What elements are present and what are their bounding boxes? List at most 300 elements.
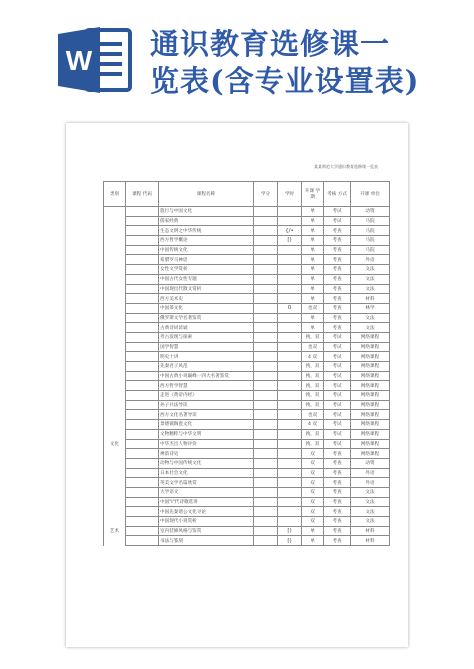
category-cell <box>104 265 126 275</box>
code-cell <box>126 381 159 391</box>
credit-cell <box>254 420 278 430</box>
code-cell <box>126 274 159 284</box>
table-row <box>104 449 390 459</box>
course-name-cell: 西方美术史 <box>159 294 254 304</box>
category-cell <box>104 478 126 488</box>
code-cell <box>126 294 159 304</box>
course-name-cell: 文物精粹与中华文明 <box>159 429 254 439</box>
credit-cell <box>254 245 278 255</box>
table-row <box>104 236 390 246</box>
category-cell <box>104 207 126 217</box>
hours-cell <box>278 429 302 439</box>
table-row <box>104 439 390 449</box>
assessment-cell: 考试 <box>324 420 351 430</box>
hours-cell <box>278 420 302 430</box>
unit-cell: 外语 <box>351 255 390 265</box>
credit-cell <box>254 313 278 323</box>
hours-cell <box>278 352 302 362</box>
category-cell <box>104 517 126 527</box>
hours-cell <box>278 517 302 527</box>
code-cell <box>126 245 159 255</box>
table-row <box>104 332 390 342</box>
credit-cell <box>254 400 278 410</box>
category-cell <box>104 245 126 255</box>
table-row <box>104 303 390 313</box>
header-name: 课程名称 <box>159 182 254 207</box>
hours-cell <box>278 207 302 217</box>
unit-cell: 马院 <box>351 245 390 255</box>
course-name-cell: 中国"I"代诗歌选讲 <box>159 497 254 507</box>
unit-cell: 网络课程 <box>351 420 390 430</box>
assessment-cell: 考查 <box>324 313 351 323</box>
hours-cell: [) <box>278 536 302 546</box>
category-cell <box>104 332 126 342</box>
code-cell <box>126 352 159 362</box>
code-cell <box>126 332 159 342</box>
header-code: 课程 代码 <box>126 182 159 207</box>
credit-cell <box>254 303 278 313</box>
credit-cell <box>254 497 278 507</box>
table-row <box>104 507 390 517</box>
course-name-cell: 孙子兵法导读 <box>159 400 254 410</box>
hours-cell <box>278 391 302 401</box>
code-cell <box>126 429 159 439</box>
table-row <box>104 371 390 381</box>
hours-cell <box>278 294 302 304</box>
term-cell: 双 <box>302 517 324 527</box>
term-cell: 拽，双 <box>302 332 324 342</box>
term-cell: 拽，双 <box>302 362 324 372</box>
unit-cell: 外语 <box>351 468 390 478</box>
credit-cell <box>254 342 278 352</box>
term-cell: 也双 <box>302 410 324 420</box>
term-cell: 拽，双 <box>302 371 324 381</box>
term-cell: 拽，双 <box>302 439 324 449</box>
code-cell <box>126 371 159 381</box>
course-name-cell: 书法与篆刻 <box>159 536 254 546</box>
credit-cell <box>254 517 278 527</box>
table-row <box>104 323 390 333</box>
term-cell: 4 双 <box>302 352 324 362</box>
table-row <box>104 313 390 323</box>
hours-cell: {/• <box>278 226 302 236</box>
term-cell: 4 双 <box>302 420 324 430</box>
assessment-cell: 考试 <box>324 381 351 391</box>
unit-cell: 网络课程 <box>351 449 390 459</box>
category-cell <box>104 468 126 478</box>
category-cell <box>104 313 126 323</box>
assessment-cell: 考查 <box>324 449 351 459</box>
table-row <box>104 391 390 401</box>
code-cell <box>126 342 159 352</box>
assessment-cell: 考查 <box>324 265 351 275</box>
course-name-cell: 室内装修风格与鉴赏 <box>159 526 254 536</box>
assessment-cell: 考查 <box>324 487 351 497</box>
hours-cell <box>278 245 302 255</box>
unit-cell: 文法 <box>351 323 390 333</box>
table-row <box>104 487 390 497</box>
assessment-cell: 考查 <box>324 274 351 284</box>
table-row <box>104 381 390 391</box>
assessment-cell: 考查 <box>324 526 351 536</box>
unit-cell: 网络课程 <box>351 381 390 391</box>
term-cell: 拽，双 <box>302 391 324 401</box>
hours-cell <box>278 313 302 323</box>
course-name-cell: 西方文化名著导读 <box>159 410 254 420</box>
assessment-cell: 考查 <box>324 236 351 246</box>
term-cell: 单 <box>302 265 324 275</box>
credit-cell <box>254 458 278 468</box>
term-cell: 拽，双 <box>302 400 324 410</box>
hours-cell <box>278 255 302 265</box>
category-cell <box>104 420 126 430</box>
table-row <box>104 274 390 284</box>
term-cell: 单 <box>302 284 324 294</box>
credit-cell <box>254 371 278 381</box>
term-cell: 双 <box>302 507 324 517</box>
category-cell <box>104 507 126 517</box>
term-cell: 双 <box>302 458 324 468</box>
credit-cell <box>254 294 278 304</box>
category-label-art: 艺术 <box>104 526 126 536</box>
credit-cell <box>254 526 278 536</box>
unit-cell: 文法 <box>351 274 390 284</box>
course-name-cell: 旅行与中国文化 <box>159 207 254 217</box>
category-cell <box>104 294 126 304</box>
credit-cell <box>254 429 278 439</box>
term-cell: 也双 <box>302 303 324 313</box>
hours-cell <box>278 216 302 226</box>
assessment-cell: 考查 <box>324 226 351 236</box>
code-cell <box>126 497 159 507</box>
document-page <box>66 123 408 647</box>
term-cell: 单 <box>302 323 324 333</box>
header-credit: 学分 <box>254 182 278 207</box>
unit-cell: 动资 <box>351 207 390 217</box>
table-row <box>104 342 390 352</box>
course-name-cell: 动物与中国传统文化 <box>159 458 254 468</box>
table-row <box>104 226 390 236</box>
code-cell <box>126 207 159 217</box>
code-cell <box>126 236 159 246</box>
category-cell <box>104 381 126 391</box>
course-name-cell: 考古发现与探索 <box>159 332 254 342</box>
hours-cell <box>278 507 302 517</box>
header-term: 开课 学期 <box>302 182 324 207</box>
code-cell <box>126 216 159 226</box>
category-label-culture: 文化 <box>104 439 126 449</box>
table-row <box>104 207 390 217</box>
code-cell <box>126 478 159 488</box>
category-cell <box>104 274 126 284</box>
assessment-cell: 考试 <box>324 332 351 342</box>
term-cell: 双 <box>302 497 324 507</box>
course-name-cell: 俄罗斯文学名著鉴赏 <box>159 313 254 323</box>
table-row <box>104 216 390 226</box>
unit-cell: 网络课程 <box>351 429 390 439</box>
term-cell: 双 <box>302 468 324 478</box>
table-row <box>104 526 390 536</box>
assessment-cell: 考查 <box>324 245 351 255</box>
assessment-cell: 考试 <box>324 439 351 449</box>
unit-cell: 材料 <box>351 294 390 304</box>
header <box>0 0 474 110</box>
code-cell <box>126 313 159 323</box>
code-cell <box>126 517 159 527</box>
unit-cell: 动资 <box>351 458 390 468</box>
code-cell <box>126 526 159 536</box>
code-cell <box>126 449 159 459</box>
code-cell <box>126 507 159 517</box>
assessment-cell: 考查 <box>324 255 351 265</box>
course-name-cell: 中国古典小说巅峰一四大名著鉴赏 <box>159 371 254 381</box>
unit-cell: 文法 <box>351 313 390 323</box>
category-cell <box>104 362 126 372</box>
hours-cell <box>278 381 302 391</box>
category-cell <box>104 410 126 420</box>
table-row <box>104 284 390 294</box>
category-cell <box>104 371 126 381</box>
credit-cell <box>254 255 278 265</box>
assessment-cell: 考查 <box>324 478 351 488</box>
course-name-cell: 西方哲学概论 <box>159 236 254 246</box>
term-cell: 单 <box>302 536 324 546</box>
header-hours: 学时 <box>278 182 302 207</box>
course-name-cell: 中国茶文化 <box>159 303 254 313</box>
table-row <box>104 420 390 430</box>
code-cell <box>126 487 159 497</box>
course-name-cell: 中国传统文化 <box>159 245 254 255</box>
course-name-cell: 国学智慧 <box>159 342 254 352</box>
unit-cell: 网络课程 <box>351 332 390 342</box>
term-cell: 双 <box>302 487 324 497</box>
unit-cell: 文法 <box>351 487 390 497</box>
course-name-cell: 女性文学赏析 <box>159 265 254 275</box>
term-cell: 单 <box>302 255 324 265</box>
hours-cell <box>278 497 302 507</box>
hours-cell <box>278 439 302 449</box>
unit-cell: 网络课程 <box>351 400 390 410</box>
term-cell: 单 <box>302 274 324 284</box>
assessment-cell: 考试 <box>324 410 351 420</box>
credit-cell <box>254 284 278 294</box>
course-name-cell: 景德镇陶瓷文化 <box>159 420 254 430</box>
credit-cell <box>254 391 278 401</box>
table-row <box>104 429 390 439</box>
table-header-row <box>104 182 390 207</box>
course-name-cell: 英美文学名篇欣赏 <box>159 478 254 488</box>
category-cell <box>104 216 126 226</box>
code-cell <box>126 400 159 410</box>
credit-cell <box>254 410 278 420</box>
category-cell <box>104 226 126 236</box>
course-name-cell: 西方哲学智慧 <box>159 381 254 391</box>
course-name-cell: 日本社会文化 <box>159 468 254 478</box>
header-unit: 开课 单位 <box>351 182 390 207</box>
unit-cell: 网络课程 <box>351 439 390 449</box>
category-cell <box>104 487 126 497</box>
credit-cell <box>254 207 278 217</box>
course-name-cell: 中华杰出人物评价 <box>159 439 254 449</box>
hours-cell <box>278 362 302 372</box>
table-row <box>104 255 390 265</box>
credit-cell <box>254 468 278 478</box>
credit-cell <box>254 478 278 488</box>
code-cell <box>126 439 159 449</box>
assessment-cell: 考试 <box>324 429 351 439</box>
hours-cell <box>278 265 302 275</box>
credit-cell <box>254 323 278 333</box>
credit-cell <box>254 487 278 497</box>
category-cell <box>104 342 126 352</box>
assessment-cell: 考查 <box>324 468 351 478</box>
code-cell <box>126 391 159 401</box>
code-cell <box>126 323 159 333</box>
category-cell <box>104 429 126 439</box>
unit-cell: 网络课程 <box>351 352 390 362</box>
course-name-cell: 禅韵诗史 <box>159 449 254 459</box>
course-table <box>103 181 390 546</box>
term-cell: 单 <box>302 216 324 226</box>
credit-cell <box>254 265 278 275</box>
term-cell: 单 <box>302 313 324 323</box>
unit-cell: 外语 <box>351 478 390 488</box>
assessment-cell: 考试 <box>324 207 351 217</box>
assessment-cell: 考查 <box>324 536 351 546</box>
assessment-cell: 考查 <box>324 507 351 517</box>
term-cell: 双 <box>302 449 324 459</box>
assessment-cell: 考试 <box>324 371 351 381</box>
category-cell <box>104 284 126 294</box>
svg-text:W: W <box>65 45 93 76</box>
course-name-cell: 中国现代小说赏析 <box>159 517 254 527</box>
hours-cell <box>278 274 302 284</box>
credit-cell <box>254 274 278 284</box>
unit-cell: 马院 <box>351 216 390 226</box>
table-row <box>104 497 390 507</box>
unit-cell: 文法 <box>351 284 390 294</box>
word-document-icon <box>56 24 134 96</box>
code-cell <box>126 226 159 236</box>
code-cell <box>126 468 159 478</box>
assessment-cell: 考查 <box>324 458 351 468</box>
hours-cell <box>278 332 302 342</box>
unit-cell: 网络课程 <box>351 410 390 420</box>
hours-cell: 0 <box>278 303 302 313</box>
code-cell <box>126 536 159 546</box>
assessment-cell: 考试 <box>324 391 351 401</box>
category-cell <box>104 536 126 546</box>
category-cell <box>104 303 126 313</box>
code-cell <box>126 255 159 265</box>
category-cell <box>104 391 126 401</box>
hours-cell: [) <box>278 526 302 536</box>
term-cell: 双 <box>302 478 324 488</box>
title-line-2: 览表(含专业设置表) <box>150 64 420 98</box>
course-name-cell: 先秦君子风范 <box>159 362 254 372</box>
term-cell: 单 <box>302 226 324 236</box>
page-title <box>150 26 470 100</box>
category-cell <box>104 400 126 410</box>
table-row <box>104 478 390 488</box>
title-line-1: 通识教育选修课一 <box>150 27 391 61</box>
credit-cell <box>254 449 278 459</box>
unit-cell: 马院 <box>351 236 390 246</box>
hours-cell <box>278 323 302 333</box>
code-cell <box>126 303 159 313</box>
hours-cell: [) <box>278 236 302 246</box>
hours-cell <box>278 410 302 420</box>
code-cell <box>126 284 159 294</box>
table-row <box>104 245 390 255</box>
unit-cell: 网络课程 <box>351 391 390 401</box>
unit-cell: 林学 <box>351 303 390 313</box>
assessment-cell: 考查 <box>324 497 351 507</box>
assessment-cell: 考试 <box>324 216 351 226</box>
hours-cell <box>278 449 302 459</box>
code-cell <box>126 362 159 372</box>
hours-cell <box>278 284 302 294</box>
course-name-cell: 明史十讲 <box>159 352 254 362</box>
course-name-cell: 儒家经典 <box>159 216 254 226</box>
course-name-cell: 中国古代女性专题 <box>159 274 254 284</box>
category-cell <box>104 449 126 459</box>
table-row <box>104 265 390 275</box>
credit-cell <box>254 352 278 362</box>
course-name-cell: 走进《黄帝内经》 <box>159 391 254 401</box>
unit-cell: 文法 <box>351 265 390 275</box>
credit-cell <box>254 381 278 391</box>
assessment-cell: 考试 <box>324 400 351 410</box>
hours-cell <box>278 371 302 381</box>
credit-cell <box>254 507 278 517</box>
credit-cell <box>254 236 278 246</box>
table-row <box>104 400 390 410</box>
course-name-cell: 中国先秦诸公文化寻论 <box>159 507 254 517</box>
table-row <box>104 410 390 420</box>
course-name-cell: 古典诗词读诵 <box>159 323 254 333</box>
term-cell: 拽，双 <box>302 381 324 391</box>
term-cell: 单 <box>302 207 324 217</box>
assessment-cell: 考试 <box>324 342 351 352</box>
assessment-cell: 考查 <box>324 303 351 313</box>
credit-cell <box>254 536 278 546</box>
category-cell <box>104 323 126 333</box>
hours-cell <box>278 478 302 488</box>
assessment-cell: 考查 <box>324 517 351 527</box>
term-cell: 单 <box>302 294 324 304</box>
code-cell <box>126 410 159 420</box>
credit-cell <box>254 226 278 236</box>
unit-cell: 材料 <box>351 526 390 536</box>
category-cell <box>104 236 126 246</box>
credit-cell <box>254 439 278 449</box>
hours-cell <box>278 487 302 497</box>
assessment-cell: 考试 <box>324 362 351 372</box>
course-name-cell: 生态文明之中华传统 <box>159 226 254 236</box>
course-name-cell: 大学语文 <box>159 487 254 497</box>
hours-cell <box>278 458 302 468</box>
table-row <box>104 517 390 527</box>
category-cell <box>104 497 126 507</box>
document-caption: 某某师范大学通识教育选修课一览表 <box>314 164 378 169</box>
hours-cell <box>278 468 302 478</box>
credit-cell <box>254 332 278 342</box>
course-name-cell: 中国现出代散文赏析 <box>159 284 254 294</box>
unit-cell: 网络课程 <box>351 362 390 372</box>
credit-cell <box>254 362 278 372</box>
unit-cell: 材料 <box>351 536 390 546</box>
